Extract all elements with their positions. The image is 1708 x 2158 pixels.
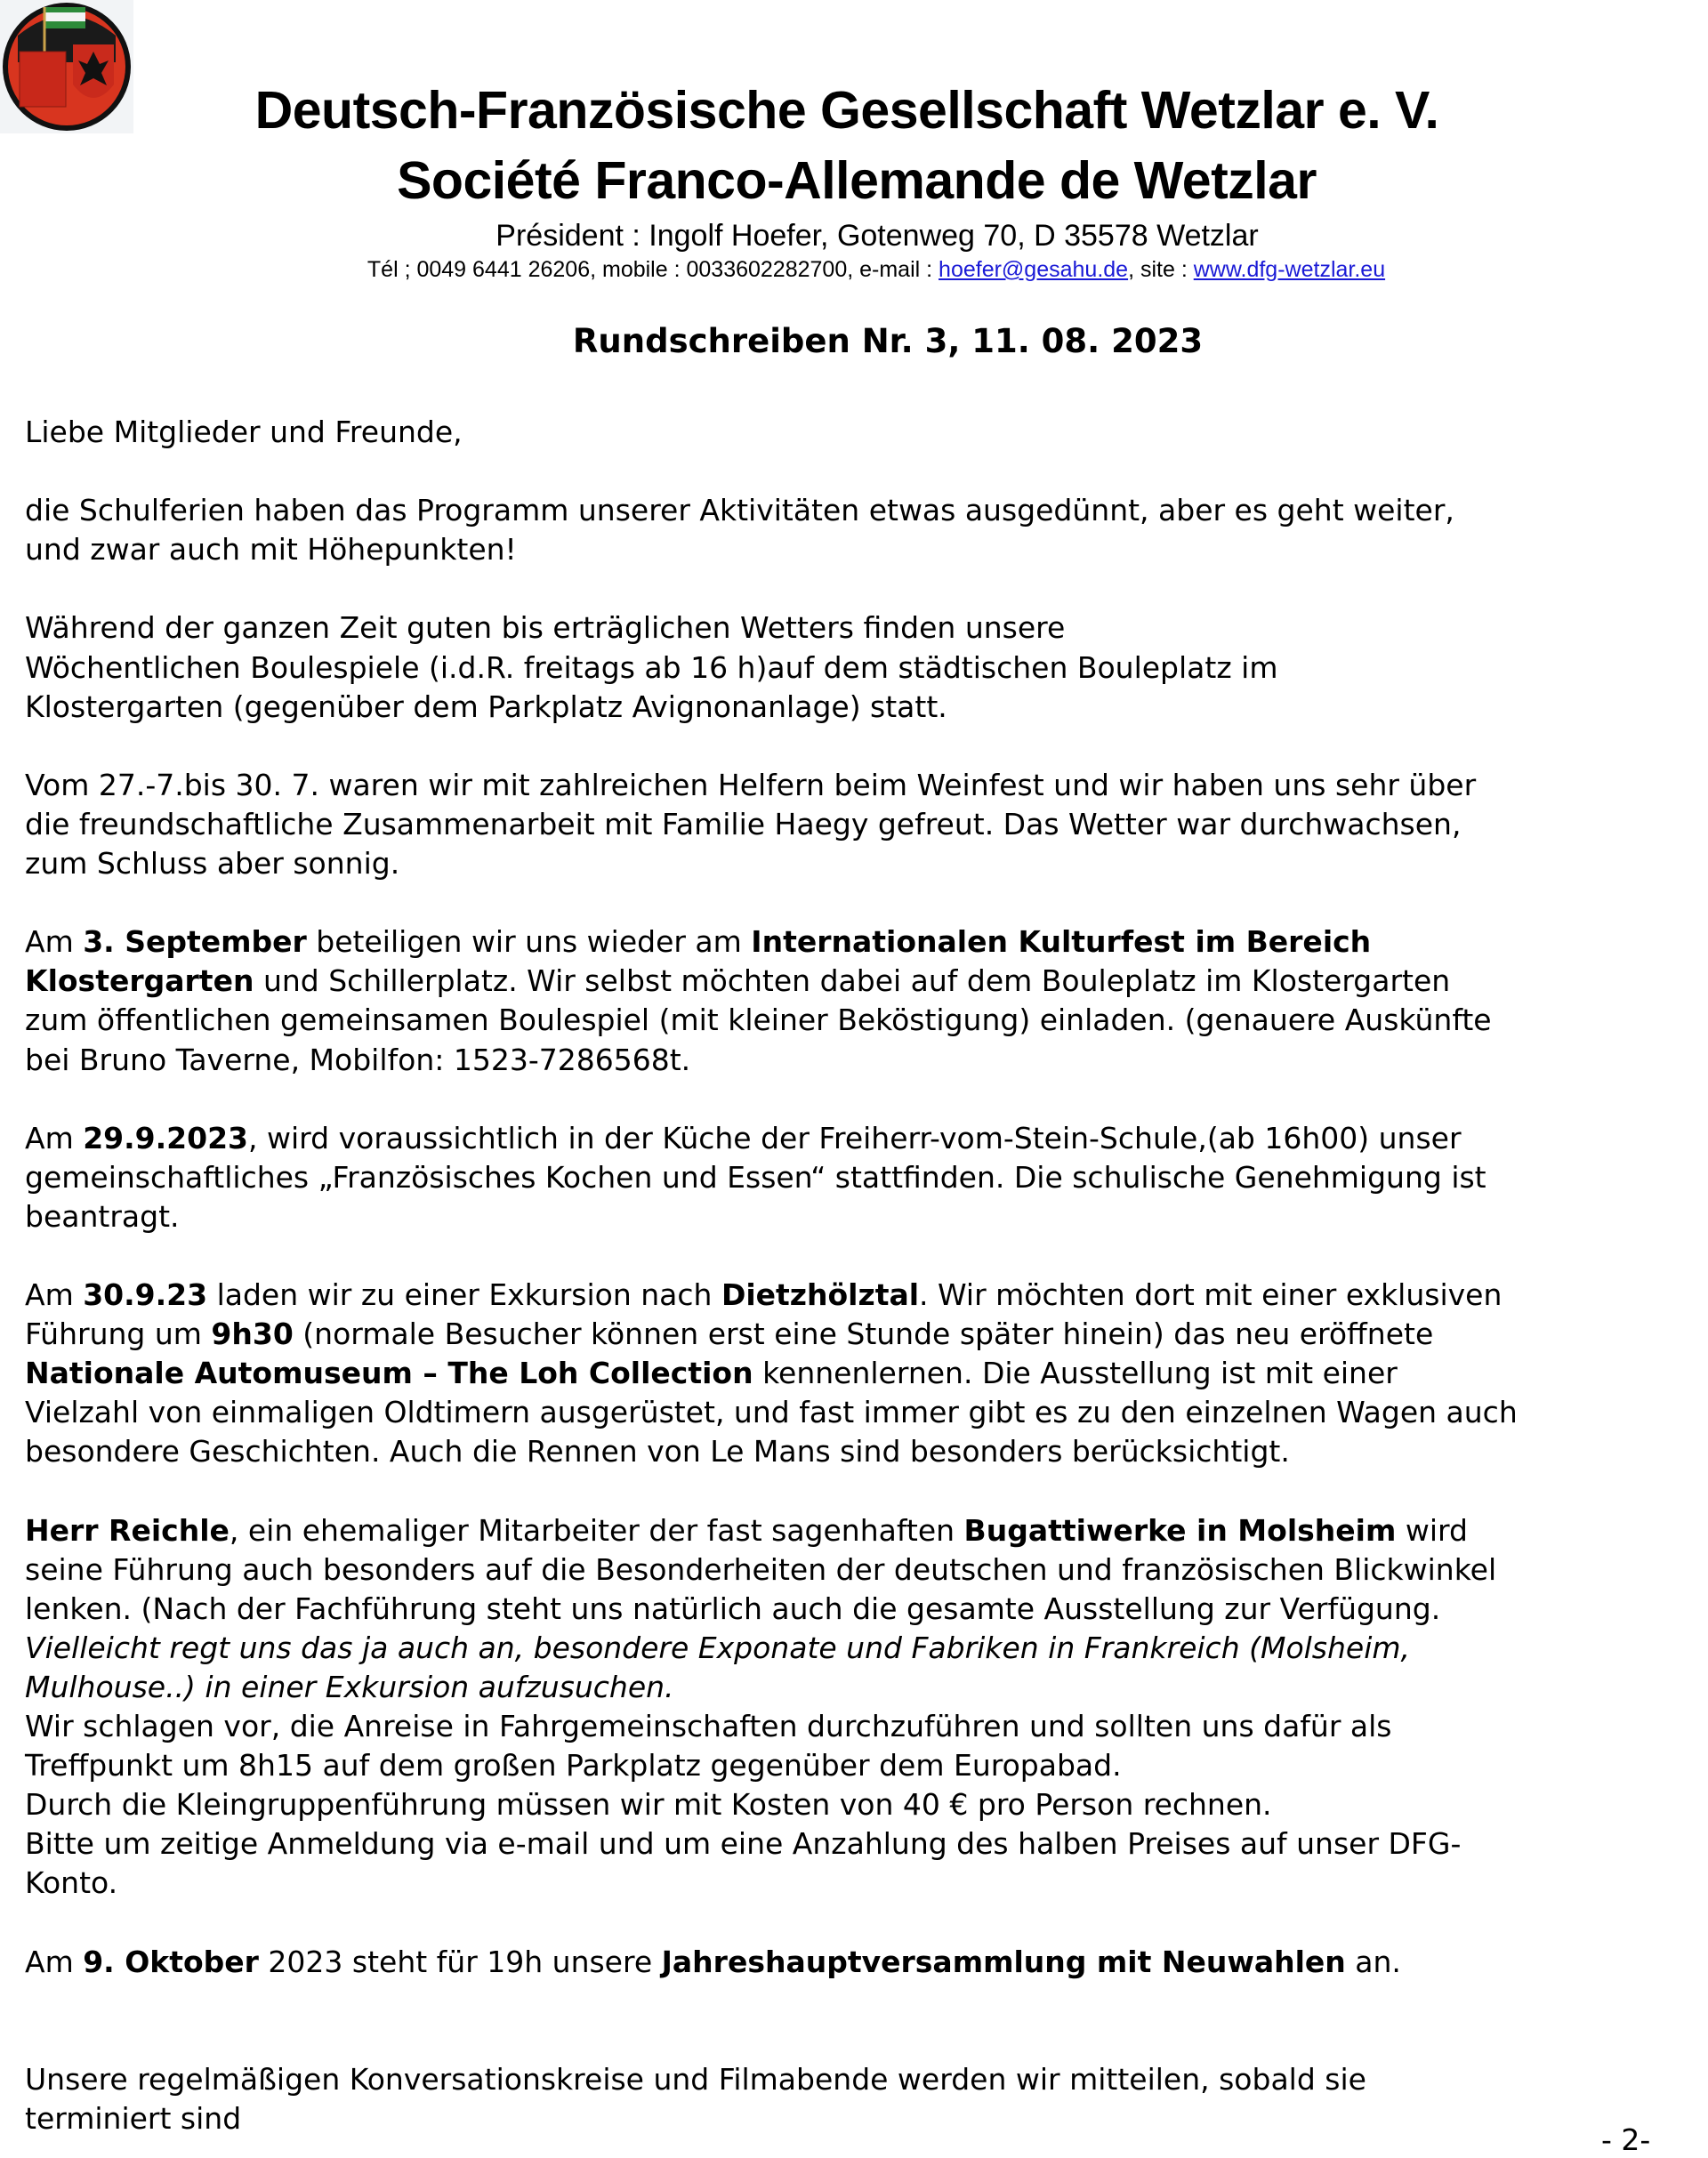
website-link[interactable]: www.dfg-wetzlar.eu <box>1193 257 1386 282</box>
text-run: zum öffentlichen gemeinsamen Boulespiel (mit kleiner Beköstigung) einladen. (genauere Auskünfte <box>25 1003 1492 1038</box>
paragraph <box>25 1511 1518 1904</box>
blank-line <box>25 2021 1518 2060</box>
text-run: terminiert sind <box>25 2101 242 2137</box>
bold-text: Klostergarten <box>25 963 254 999</box>
italic-text: Mulhouse..) in einer Exkursion aufzusuchen. <box>25 1670 674 1704</box>
text-run: Am <box>25 1277 84 1313</box>
text-run: bei Bruno Taverne, Mobilfon: 1523-7286568t. <box>25 1042 691 1077</box>
text-line <box>25 1119 1518 1158</box>
bold-text: 9h30 <box>211 1317 294 1352</box>
blank-line <box>25 1904 1518 1943</box>
paragraph <box>25 1276 1518 1471</box>
text-run: beantragt. <box>25 1198 180 1234</box>
text-line <box>25 1550 1518 1590</box>
site-label: , site : <box>1128 257 1194 282</box>
text-line <box>25 1824 1518 1864</box>
text-run: beteiligen wir uns wieder am <box>306 924 752 960</box>
text-line <box>25 1864 1518 1903</box>
text-line <box>25 1511 1518 1550</box>
bold-text: Herr Reichle <box>25 1512 230 1548</box>
text-run: Am <box>25 1944 84 1979</box>
blank-line <box>25 1236 1518 1276</box>
paragraph <box>25 2060 1518 2138</box>
blank-line <box>25 569 1518 608</box>
text-line <box>25 2099 1518 2138</box>
letter-body <box>25 413 1518 2138</box>
text-run: an. <box>1345 1944 1401 1979</box>
bold-text: Dietzhölztal <box>721 1277 920 1313</box>
text-line <box>25 648 1518 688</box>
society-title-german: Deutsch-Französische Gesellschaft Wetzlar e. V. <box>254 81 1439 140</box>
text-run: , wird voraussichtlich in der Küche der Freiherr-vom-Stein-Schule,(ab 16h00) unser <box>248 1120 1462 1155</box>
text-run: lenken. (Nach der Fachführung steht uns natürlich auch die gesamte Ausstellung zur Verfügung. <box>25 1590 1441 1626</box>
text-run: laden wir zu einer Exkursion nach <box>207 1277 721 1313</box>
text-run: und zwar auch mit Höhepunkten! <box>25 532 517 568</box>
bold-text: Internationalen Kulturfest im Bereich <box>751 924 1372 960</box>
text-run: Konto. <box>25 1865 118 1901</box>
text-run: seine Führung auch besonders auf die Besonderheiten der deutschen und französischen Blickwinkel <box>25 1551 1497 1587</box>
text-run: (normale Besucher können erst eine Stunde später hinein) das neu eröffnete <box>293 1317 1434 1352</box>
text-line <box>25 1393 1518 1432</box>
text-run: Bitte um zeitige Anmeldung via e-mail und um eine Anzahlung des halben Preises auf unser DFG- <box>25 1826 1462 1862</box>
text-run: Treffpunkt um 8h15 auf dem großen Parkplatz gegenüber dem Europabad. <box>25 1748 1122 1784</box>
text-run: die Schulferien haben das Programm unserer Aktivitäten etwas ausgedünnt, aber es geht weiter, <box>25 493 1454 528</box>
text-run: Am <box>25 1120 84 1155</box>
text-run: und Schillerplatz. Wir selbst möchten dabei auf dem Bouleplatz im Klostergarten <box>254 963 1451 999</box>
blank-line <box>25 452 1518 491</box>
text-line <box>25 1354 1518 1393</box>
paragraph <box>25 1119 1518 1236</box>
paragraph <box>25 1943 1518 1982</box>
text-run: , ein ehemaliger Mitarbeiter der fast sagenhaften <box>229 1512 964 1548</box>
blank-line <box>25 727 1518 766</box>
text-run: die freundschaftliche Zusammenarbeit mit Familie Haegy gefreut. Das Wetter war durchwachsen, <box>25 806 1462 841</box>
bold-text: Nationale Automuseum – The Loh Collection <box>25 1356 753 1391</box>
text-run: 2023 steht für 19h unsere <box>258 1944 662 1979</box>
text-line <box>25 805 1518 844</box>
text-line <box>25 1041 1518 1080</box>
text-run: Unsere regelmäßigen Konversationskreise und Filmabende werden wir mitteilen, sobald sie <box>25 2061 1366 2097</box>
blank-line <box>25 1472 1518 1511</box>
text-line <box>25 1668 1518 1707</box>
paragraph <box>25 413 1518 452</box>
text-line <box>25 1432 1518 1471</box>
text-line <box>25 1158 1518 1197</box>
text-run: Vom 27.-7.bis 30. 7. waren wir mit zahlreichen Helfern beim Weinfest und wir haben uns sehr über <box>25 767 1477 802</box>
text-line <box>25 1276 1518 1315</box>
text-run: . Wir möchten dort mit einer exklusiven <box>919 1277 1503 1313</box>
bold-text: Bugattiwerke in Molsheim <box>963 1512 1397 1548</box>
text-line <box>25 1629 1518 1668</box>
bold-text: Jahreshauptversammlung mit Neuwahlen <box>661 1944 1346 1979</box>
text-line <box>25 1707 1518 1746</box>
text-line <box>25 922 1518 962</box>
text-run: Liebe Mitglieder und Freunde, <box>25 415 463 449</box>
text-run: zum Schluss aber sonnig. <box>25 846 400 882</box>
text-line <box>25 1943 1518 1982</box>
text-run: wird <box>1396 1512 1468 1548</box>
bold-text: 9. Oktober <box>83 1944 259 1979</box>
text-run: Durch die Kleingruppenführung müssen wir mit Kosten von 40 € pro Person rechnen. <box>25 1787 1272 1823</box>
text-line <box>25 1785 1518 1824</box>
text-line <box>25 766 1518 805</box>
blank-line <box>25 1982 1518 2021</box>
text-line <box>25 608 1518 648</box>
text-run: Klostergarten (gegenüber dem Parkplatz Avignonanlage) statt. <box>25 688 947 724</box>
text-line <box>25 844 1518 883</box>
paragraph <box>25 608 1518 726</box>
text-line <box>25 1746 1518 1785</box>
text-run: Vielzahl von einmaligen Oldtimern ausgerüstet, und fast immer gibt es zu den einzelnen Wagen auch <box>25 1395 1518 1430</box>
text-run: Während der ganzen Zeit guten bis erträglichen Wetters finden unsere <box>25 610 1066 646</box>
text-line <box>25 1315 1518 1354</box>
text-run: Am <box>25 924 84 960</box>
text-line <box>25 1590 1518 1629</box>
text-line <box>25 491 1518 530</box>
paragraph <box>25 766 1518 883</box>
page-number: - 2- <box>1601 2122 1651 2157</box>
president-address: Président : Ingolf Hoefer, Gotenweg 70, D 35578 Wetzlar <box>495 219 1259 253</box>
society-title-french: Société Franco-Allemande de Wetzlar <box>397 151 1317 210</box>
text-line <box>25 688 1518 727</box>
contact-line <box>367 255 1385 284</box>
text-line <box>25 530 1518 569</box>
text-run: Wir schlagen vor, die Anreise in Fahrgemeinschaften durchzuführen und sollten uns dafür als <box>25 1709 1392 1744</box>
paragraph <box>25 491 1518 569</box>
email-link[interactable]: hoefer@gesahu.de <box>939 257 1129 282</box>
text-line <box>25 1001 1518 1040</box>
text-run: besondere Geschichten. Auch die Rennen von Le Mans sind besonders berücksichtigt. <box>25 1434 1290 1470</box>
bold-text: 3. September <box>83 924 307 960</box>
society-logo <box>0 0 133 133</box>
text-run: Wöchentlichen Boulespiele (i.d.R. freitags ab 16 h)auf dem städtischen Bouleplatz im <box>25 649 1278 685</box>
circular-title: Rundschreiben Nr. 3, 11. 08. 2023 <box>572 322 1204 360</box>
paragraph <box>25 922 1518 1079</box>
bold-text: 29.9.2023 <box>83 1120 249 1155</box>
text-line <box>25 1197 1518 1236</box>
text-line <box>25 962 1518 1001</box>
bold-text: 30.9.23 <box>83 1277 208 1313</box>
emblem-icon <box>0 0 133 133</box>
text-line <box>25 2060 1518 2099</box>
blank-line <box>25 883 1518 922</box>
contact-phone-text: Tél ; 0049 6441 26206, mobile : 0033602282700, e-mail : <box>367 257 939 282</box>
blank-line <box>25 1080 1518 1119</box>
text-line <box>25 413 1518 452</box>
italic-text: Vielleicht regt uns das ja auch an, besondere Exponate und Fabriken in Frankreich (Molsheim, <box>25 1630 1411 1665</box>
text-run: kennenlernen. Die Ausstellung ist mit einer <box>753 1356 1398 1391</box>
text-run: gemeinschaftliches „Französisches Kochen und Essen“ stattfinden. Die schulische Genehmigung ist <box>25 1159 1486 1195</box>
text-run: Führung um <box>25 1317 212 1352</box>
